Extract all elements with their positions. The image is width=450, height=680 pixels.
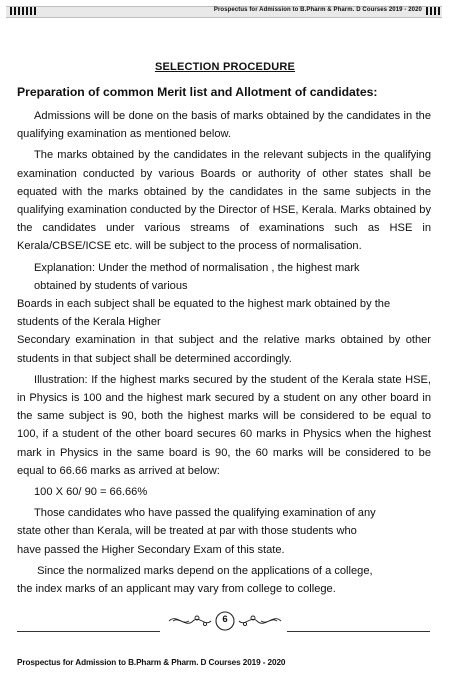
paragraph-admissions: Admissions will be done on the basis of marks obtained by the candidates in the qualifying examination as mentioned below. [17, 110, 431, 141]
equation: 100 X 60/ 90 = 66.66% [34, 486, 148, 499]
header-ticks-left [10, 7, 38, 15]
page-number: 6 [222, 614, 228, 625]
document-body [17, 107, 431, 598]
page-title: SELECTION PROCEDURE [154, 61, 296, 73]
footer-text: Prospectus for Admission to B.Pharm & Pharm. D Courses 2019 - 2020 [17, 658, 286, 667]
header-text: Prospectus for Admission to B.Pharm & Pharm. D Courses 2019 - 2020 [213, 7, 422, 13]
explanation-line-1: Explanation: Under the method of normalisation , the highest mark [34, 261, 360, 274]
section-subheading: Preparation of common Merit list and Allotment of candidates: [17, 85, 378, 99]
footer-rule-right [287, 631, 430, 632]
other-states-line-2: state other than Kerala, will be treated at par with those students who [17, 525, 357, 538]
other-states-line-1: Those candidates who have passed the qualifying examination of any [34, 507, 376, 520]
explanation-line-3: Boards in each subject shall be equated to the highest mark obtained by the [17, 298, 391, 311]
paragraph-marks-equation: The marks obtained by the candidates in the relevant subjects in the qualifying examination conducted by various Boards or authority of other states shall be equated with the marks obtained by the candidates in the same subjects in the qualifying examination conducted by the Director of HSE, Kerala. Marks obtained by the candidates under various streams of examinations such as HSE in Kerala/CBSE/ICSE etc. will be subject to the process of normalisation. [17, 149, 431, 253]
explanation-line-5: Secondary examination in that subject and the relative marks obtained by other students in that subject shall be determined accordingly. [17, 334, 431, 365]
normalized-marks-line-2: the index marks of an applicant may vary from college to college. [17, 583, 336, 596]
paragraph-illustration: Illustration: If the highest marks secured by the student of the Kerala state HSE, in Physics is 100 and the highest mark secured by a student on any other board in the same subject is 90, both the highest marks will be considered to be equal to 100, if a student of the other board secures 60 marks in Physics when the highest mark in Physics in the same board is 90, the 60 marks will be considered to be equal to 66.66 marks as arrived at below: [17, 373, 431, 477]
other-states-line-3: have passed the Higher Secondary Exam of this state. [17, 543, 285, 556]
footer-rule-left [17, 631, 160, 632]
normalized-marks-line-1: Since the normalized marks depend on the applications of a college, [34, 564, 373, 577]
explanation-line-2: obtained by students of various [34, 279, 188, 292]
header-ticks-right [426, 7, 440, 15]
explanation-line-4: students of the Kerala Higher [17, 316, 161, 329]
